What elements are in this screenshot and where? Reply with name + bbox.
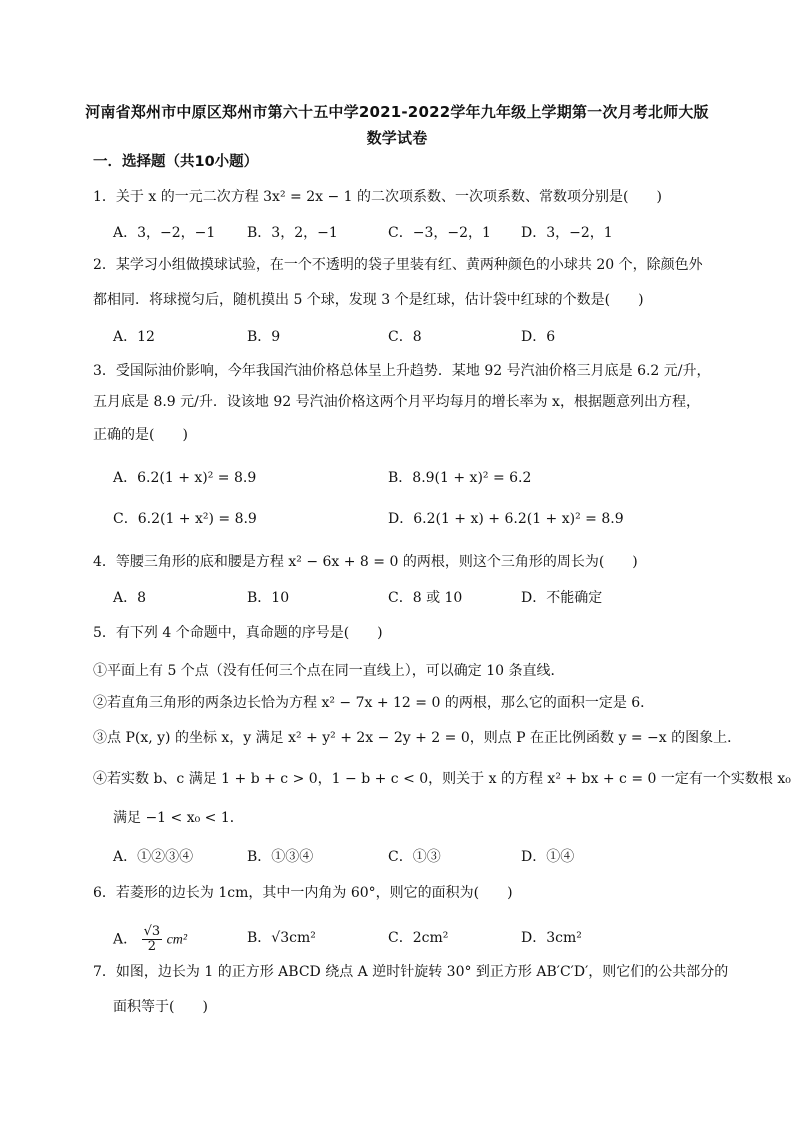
option-a: A．8 [113,590,147,606]
option-a: A．①②③④ [113,849,194,865]
option-a: A．12 [113,329,155,345]
question-2-stem-line2: 都相同．将球搅匀后，随机摸出 5 个球，发现 3 个是红球，估计袋中红球的个数是( ) [93,292,644,308]
question-2-stem-line1: 2．某学习小组做摸球试验，在一个不透明的袋子里装有红、黄两种颜色的小球共 20 个，除颜色外 [93,257,703,273]
question-5-stem: 5．有下列 4 个命题中，真命题的序号是( ) [93,625,383,641]
option-b: B．8.9(1 + x)² = 6.2 [388,470,532,486]
document-title-line2: 数学试卷 [366,129,428,147]
option-d: D．①④ [521,849,575,865]
option-c: C．8 [388,329,422,345]
option-d: D．6 [521,329,556,345]
question-7-stem-line2: 面积等于( ) [113,999,208,1015]
fraction-numerator: √3 [143,924,161,939]
proposition-4-line1: ④若实数 b、c 满足 1 + b + c > 0，1 − b + c < 0，则关于 x 的方程 x² + bx + c = 0 一定有一个实数根 x₀ [93,771,791,787]
document-title-line1: 河南省郑州市中原区郑州市第六十五中学2021-2022学年九年级上学期第一次月考北师大版 [85,103,709,121]
option-a-prefix: A． [113,931,138,948]
option-d: D．3cm² [521,930,582,946]
question-3-options-row1 [113,467,713,487]
question-5-options [113,846,713,866]
question-3-stem-line3: 正确的是( ) [93,427,188,443]
question-2-options [113,326,713,346]
option-b: B．3，2，−1 [247,225,338,241]
question-4-stem: 4．等腰三角形的底和腰是方程 x² − 6x + 8 = 0 的两根，则这个三角形的周长为( ) [93,554,638,570]
option-c: C．−3，−2，1 [388,225,491,241]
section-heading: 一．选择题（共10小题） [93,154,259,170]
question-1-stem: 1．关于 x 的一元二次方程 3x² = 2x − 1 的二次项系数、一次项系数、常数项分别是( ) [93,189,662,205]
question-4-options [113,587,713,607]
question-3-stem-line1: 3．受国际油价影响，今年我国汽油价格总体呈上升趋势．某地 92 号汽油价格三月底是 6.2 元/升， [93,363,711,379]
option-a-unit: cm² [166,932,188,948]
proposition-2: ②若直角三角形的两条边长恰为方程 x² − 7x + 12 = 0 的两根，那么它的面积一定是 6． [93,695,655,711]
question-6-options [113,921,713,957]
option-d: D．6.2(1 + x) + 6.2(1 + x)² = 8.9 [388,511,624,527]
proposition-4-line2: 满足 −1 < x₀ < 1． [113,810,244,826]
option-a: A．6.2(1 + x)² = 8.9 [113,470,257,486]
question-6-stem: 6．若菱形的边长为 1cm，其中一内角为 60°，则它的面积为( ) [93,885,513,901]
option-a: A．3，−2，−1 [113,225,216,241]
question-1-options [113,222,713,242]
option-b: B．√3cm² [247,930,316,946]
proposition-3: ③点 P(x, y) 的坐标 x，y 满足 x² + y² + 2x − 2y + 2 = 0，则点 P 在正比例函数 y = −x 的图象上． [93,730,742,746]
option-c: C．6.2(1 + x²) = 8.9 [113,511,257,527]
option-b: B．10 [247,590,290,606]
option-b: B．①③④ [247,849,314,865]
option-b: B．9 [247,329,281,345]
option-d: D．3，−2，1 [521,225,613,241]
fraction-denominator: 2 [147,939,156,954]
option-c: C．①③ [388,849,441,865]
option-d: D．不能确定 [521,590,603,606]
option-c: C．8 或 10 [388,590,463,606]
proposition-1: ①平面上有 5 个点（没有任何三个点在同一直线上），可以确定 10 条直线． [93,663,565,679]
option-c: C．2cm² [388,930,449,946]
question-3-options-row2 [113,508,713,528]
option-a [113,925,187,954]
question-3-stem-line2: 五月底是 8.9 元/升．设该地 92 号汽油价格这两个月平均每月的增长率为 x，根据题意列出方程， [93,394,700,410]
option-a-fraction [142,925,163,954]
question-7-stem-line1: 7．如图，边长为 1 的正方形 ABCD 绕点 A 逆时针旋转 30° 到正方形 AB′C′D′，则它们的公共部分的 [93,964,729,980]
